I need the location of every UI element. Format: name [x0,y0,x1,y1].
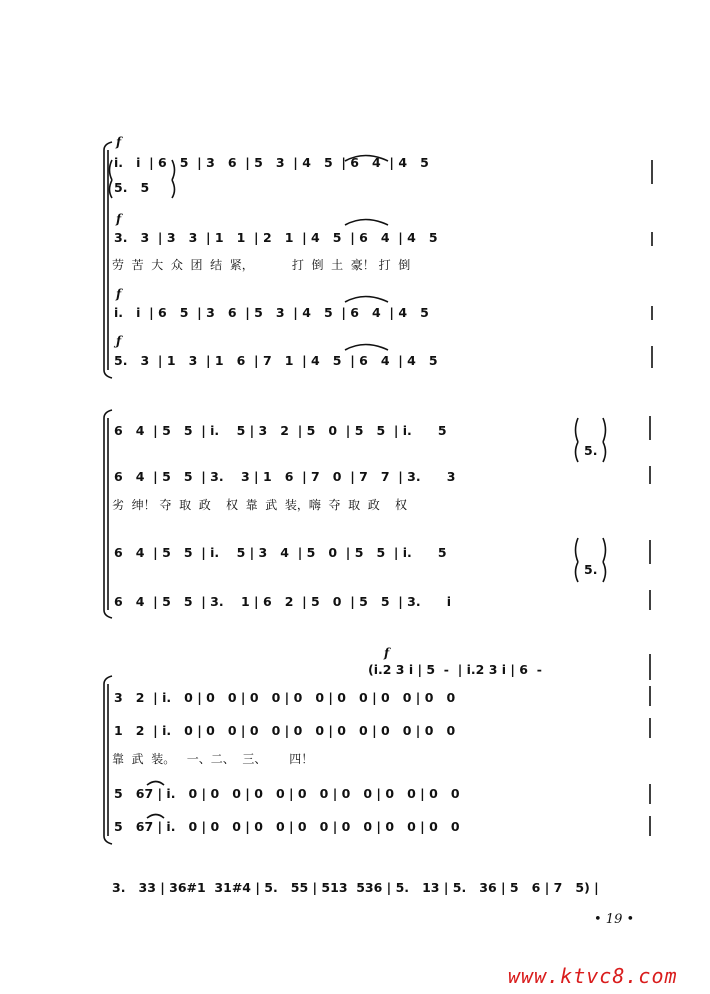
lyrics-line: 靠 武 装。 一、二、 三、 四！ [112,752,314,766]
notation-row: 6 4 | 5 5 | i. 5 | 3 4 | 5 0 | 5 5 | i. 5 [114,545,447,560]
notation-row: 6 4 | 5 5 | i. 5 | 3 2 | 5 0 | 5 5 | i. 5 [114,423,447,438]
notation-row: 3. 3 | 3 3 | 1 1 | 2 1 | 4 5 | 6 4 | 4 5 [114,230,438,245]
system-bracket [104,150,108,370]
lyrics-line: 劣 绅！ 夺 取 政 权 靠 武 装，嗨 夺 取 政 权 [112,498,407,512]
dynamic-mark: f [116,287,122,301]
notation-row: 1 2 | i. 0 | 0 0 | 0 0 | 0 0 | 0 0 | 0 0 | 0 0 [114,723,456,738]
notation-row: 5 67 | i. 0 | 0 0 | 0 0 | 0 0 | 0 0 | 0 0 | 0 0 [114,786,460,801]
system-bracket [104,684,108,836]
intro-phrase: (i.2 3 i | 5 - | i.2 3 i | 6 - [368,662,542,677]
instrumental-line: 3. 33 | 36#1 31#4 | 5. 55 | 513 536 | 5. 13 | 5. 36 | 5 6 | 7 5) | [112,880,599,895]
notation-chord-lower: 5. [584,562,598,577]
notation-row: 5. 3 | 1 3 | 1 6 | 7 1 | 4 5 | 6 4 | 4 5 [114,353,438,368]
notation-row: 5 67 | i. 0 | 0 0 | 0 0 | 0 0 | 0 0 | 0 0 | 0 0 [114,819,460,834]
notation-row: 5. 5 [114,180,150,195]
site-watermark: www.ktvc8.com [508,964,678,988]
dynamic-mark: f [116,135,122,149]
notation-chord-lower: 5. [584,443,598,458]
notation-row: 6 4 | 5 5 | 3. 3 | 1 6 | 7 0 | 7 7 | 3. 3 [114,469,456,484]
dynamic-mark: ƒ [116,334,122,348]
page-number: • 19 • [594,912,635,927]
notation-row: i. i | 6 5 | 3 6 | 5 3 | 4 5 | 6 4 | 4 5 [114,305,429,320]
system-bracket [104,418,108,610]
dynamic-mark: f [384,646,390,660]
notation-row: i. i | 6 5 | 3 6 | 5 3 | 4 5 | 6 4 | 4 5 [114,155,429,170]
notation-row: 6 4 | 5 5 | 3. 1 | 6 2 | 5 0 | 5 5 | 3. i [114,594,452,609]
dynamic-mark: f [116,212,122,226]
lyrics-line: 劳 苦 大 众 团 结 紧， 打 倒 土 豪！ 打 倒 [112,258,411,272]
notation-row: 3 2 | i. 0 | 0 0 | 0 0 | 0 0 | 0 0 | 0 0 | 0 0 [114,690,456,705]
